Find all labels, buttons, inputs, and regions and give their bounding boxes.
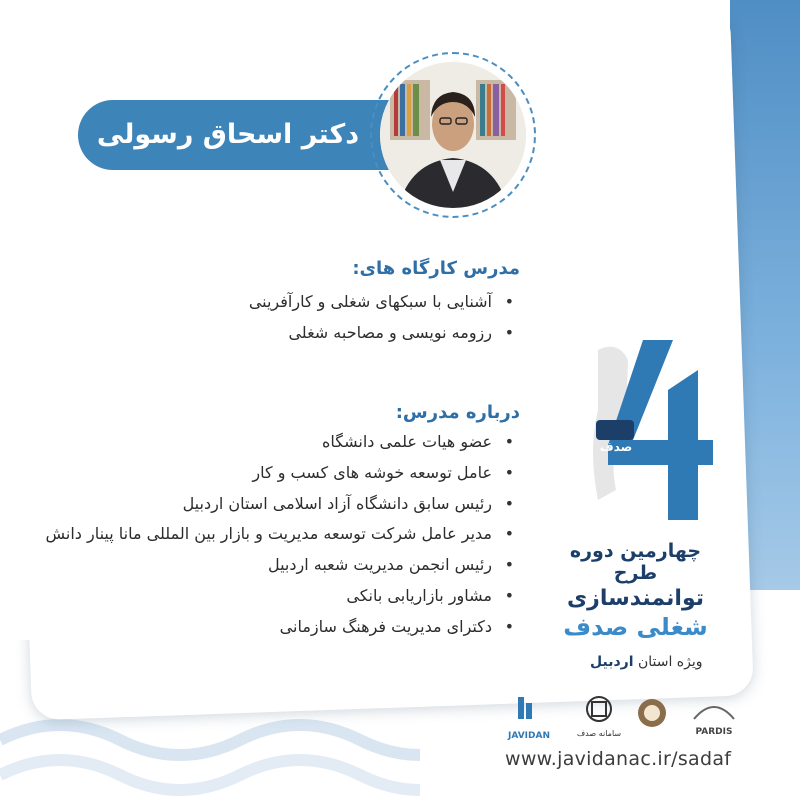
pardis-logo xyxy=(684,695,744,739)
about-heading: درباره مدرس: xyxy=(395,402,520,423)
workshops-heading: مدرس کارگاه های: xyxy=(352,258,520,279)
list-item: • دکترای مدیریت فرهنگ سازمانی xyxy=(20,615,520,640)
emblem-badge-text: صدف xyxy=(599,440,633,454)
emblem-logo xyxy=(630,695,674,739)
list-item: • عامل توسعه خوشه های کسب و کار xyxy=(20,461,520,486)
website-url[interactable]: www.javidanac.ir/sadaf xyxy=(505,748,732,770)
list-item: • آشنایی با سبکهای شغلی و کارآفرینی xyxy=(60,290,520,315)
program-title xyxy=(548,540,723,641)
instructor-photo xyxy=(380,62,526,208)
region-prefix: ویژه استان xyxy=(637,654,703,670)
program-title-line2: توانمندسازی xyxy=(566,586,705,611)
list-item: • رزومه نویسی و مصاحبه شغلی xyxy=(60,321,520,346)
list-item: • رئیس سابق دانشگاه آزاد اسلامی استان اردبیل xyxy=(20,492,520,517)
pardis-logo-text: PARDIS xyxy=(695,727,733,737)
program-title-line3: شغلی صدف xyxy=(563,613,708,641)
list-item: • رئیس انجمن مدیریت شعبه اردبیل xyxy=(20,553,520,578)
list-item: • مدیر عامل شرکت توسعه مدیریت و بازار بین المللی مانا پینار دانش xyxy=(20,522,520,547)
about-list xyxy=(20,430,520,640)
samaneh-logo-text: سامانه صدف xyxy=(576,729,622,738)
instructor-name: دکتر اسحاق رسولی xyxy=(96,119,360,150)
region-name: اردبیل xyxy=(590,654,634,670)
list-item: • مشاور بازاریابی بانکی xyxy=(20,584,520,609)
javidan-logo-text: JAVIDAN xyxy=(508,731,550,741)
workshops-list xyxy=(60,290,520,346)
javidan-logo xyxy=(500,695,558,739)
samaneh-logo xyxy=(575,695,623,739)
region-label xyxy=(590,654,703,670)
program-number-emblem xyxy=(588,330,718,530)
list-item: • عضو هیات علمی دانشگاه xyxy=(20,430,520,455)
program-title-line1: چهارمین دوره طرح xyxy=(569,540,702,584)
